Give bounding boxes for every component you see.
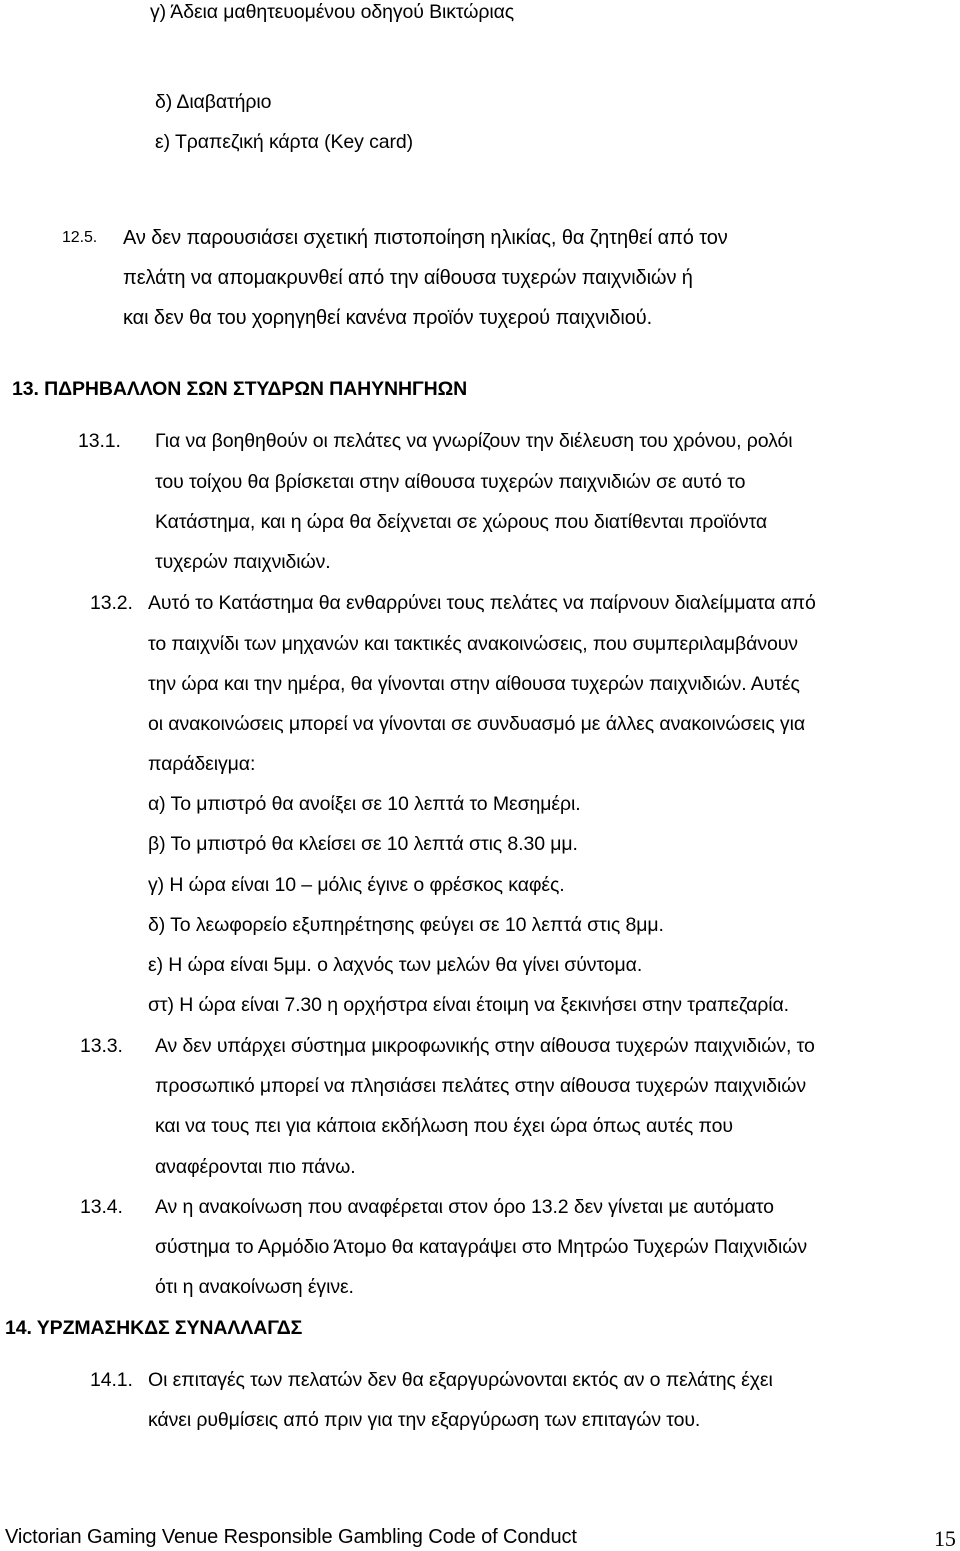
example-item-e: ε) Η ώρα είναι 5μμ. ο λαχνός των μελών θα γίνει σύντομα.: [148, 954, 643, 976]
example-item-f: στ) Η ώρα είναι 7.30 η ορχήστρα είναι έτοιμη να ξεκινήσει στην τραπεζαρία.: [148, 994, 789, 1016]
clause-13-3-line-3: και να τους πει για κάποια εκδήλωση που έχει ώρα όπως αυτές που: [155, 1115, 733, 1137]
clause-number-14-1: 14.1.: [90, 1369, 133, 1391]
clause-number-13-2: 13.2.: [90, 592, 133, 614]
section-13-heading: 13. ΠΔΡΗΒΑΛΛΟΝ ΣΩΝ ΣΤΥΔΡΩΝ ΠΑΗΥΝΗΓΗΩΝ: [12, 378, 468, 400]
example-item-c: γ) Η ώρα είναι 10 – μόλις έγινε ο φρέσκος καφές.: [148, 874, 565, 896]
clause-13-2-line-3: την ώρα και την ημέρα, θα γίνονται στην αίθουσα τυχερών παιχνιδιών. Αυτές: [148, 673, 800, 695]
clause-13-2-line-2: το παιχνίδι των μηχανών και τακτικές ανακοινώσεις, που συμπεριλαμβάνουν: [148, 633, 798, 655]
example-item-d: δ) Το λεωφορείο εξυπηρέτησης φεύγει σε 10 λεπτά στις 8μμ.: [148, 914, 664, 936]
clause-13-1-line-1: Για να βοηθηθούν οι πελάτες να γνωρίζουν την διέλευση του χρόνου, ρολόι: [155, 430, 793, 452]
clause-13-1-line-2: του τοίχου θα βρίσκεται στην αίθουσα τυχερών παιχνιδιών σε αυτό το: [155, 471, 746, 493]
clause-13-1-line-4: τυχερών παιχνιδιών.: [155, 551, 331, 573]
list-item-e: ε) Τραπεζική κάρτα (Key card): [155, 131, 414, 153]
clause-number-12-5: 12.5.: [62, 229, 98, 246]
clause-number-13-3: 13.3.: [80, 1035, 123, 1057]
clause-13-1-line-3: Κατάστημα, και η ώρα θα δείχνεται σε χώρους που διατίθενται προϊόντα: [155, 511, 768, 533]
example-item-b: β) Το μπιστρό θα κλείσει σε 10 λεπτά στις 8.30 μμ.: [148, 833, 578, 855]
clause-13-3-line-4: αναφέρονται πιο πάνω.: [155, 1156, 356, 1178]
clause-13-2-line-1: Αυτό το Κατάστημα θα ενθαρρύνει τους πελάτες να παίρνουν διαλείμματα από: [148, 592, 816, 614]
clause-13-4-line-2: σύστημα το Αρμόδιο Άτομο θα καταγράψει στο Μητρώο Τυχερών Παιχνιδιών: [155, 1236, 808, 1258]
page-number: 15: [934, 1526, 956, 1551]
clause-14-1-line-1: Οι επιταγές των πελατών δεν θα εξαργυρώνονται εκτός αν ο πελάτης έχει: [148, 1369, 773, 1391]
clause-12-5-line-2: πελάτη να απομακρυνθεί από την αίθουσα τυχερών παιχνιδιών ή: [123, 267, 693, 289]
clause-13-2-line-5: παράδειγμα:: [148, 753, 256, 775]
clause-12-5-line-1: Αν δεν παρουσιάσει σχετική πιστοποίηση ηλικίας, θα ζητηθεί από τον: [123, 227, 728, 249]
clause-14-1-line-2: κάνει ρυθμίσεις από πριν για την εξαργύρωση των επιταγών του.: [148, 1409, 701, 1431]
clause-13-2-line-4: οι ανακοινώσεις μπορεί να γίνονται σε συνδυασμό με άλλες ανακοινώσεις για: [148, 713, 805, 735]
clause-13-4-line-3: ότι η ανακοίνωση έγινε.: [155, 1276, 354, 1298]
footer-title: Victorian Gaming Venue Responsible Gambling Code of Conduct: [5, 1526, 577, 1548]
clause-13-4-line-1: Αν η ανακοίνωση που αναφέρεται στον όρο 13.2 δεν γίνεται με αυτόματο: [155, 1196, 774, 1218]
clause-13-3-line-2: προσωπικό μπορεί να πλησιάσει πελάτες στην αίθουσα τυχερών παιχνιδιών: [155, 1075, 807, 1097]
clause-number-13-1: 13.1.: [78, 430, 121, 452]
section-14-heading: 14. ΥΡΖΜΑΣΗΚΔΣ ΣΥΝΑΛΛΑΓΔΣ: [5, 1317, 303, 1339]
clause-12-5-line-3: και δεν θα του χορηγηθεί κανένα προϊόν τυχερού παιχνιδιού.: [123, 307, 653, 329]
list-item-d: δ) Διαβατήριο: [155, 91, 272, 113]
clause-number-13-4: 13.4.: [80, 1196, 123, 1218]
example-item-a: α) Το μπιστρό θα ανοίξει σε 10 λεπτά το Μεσημέρι.: [148, 793, 581, 815]
list-item-g: γ) Άδεια μαθητευομένου οδηγού Βικτώριας: [150, 1, 515, 23]
clause-13-3-line-1: Αν δεν υπάρχει σύστημα μικροφωνικής στην αίθουσα τυχερών παιχνιδιών, το: [155, 1035, 815, 1057]
